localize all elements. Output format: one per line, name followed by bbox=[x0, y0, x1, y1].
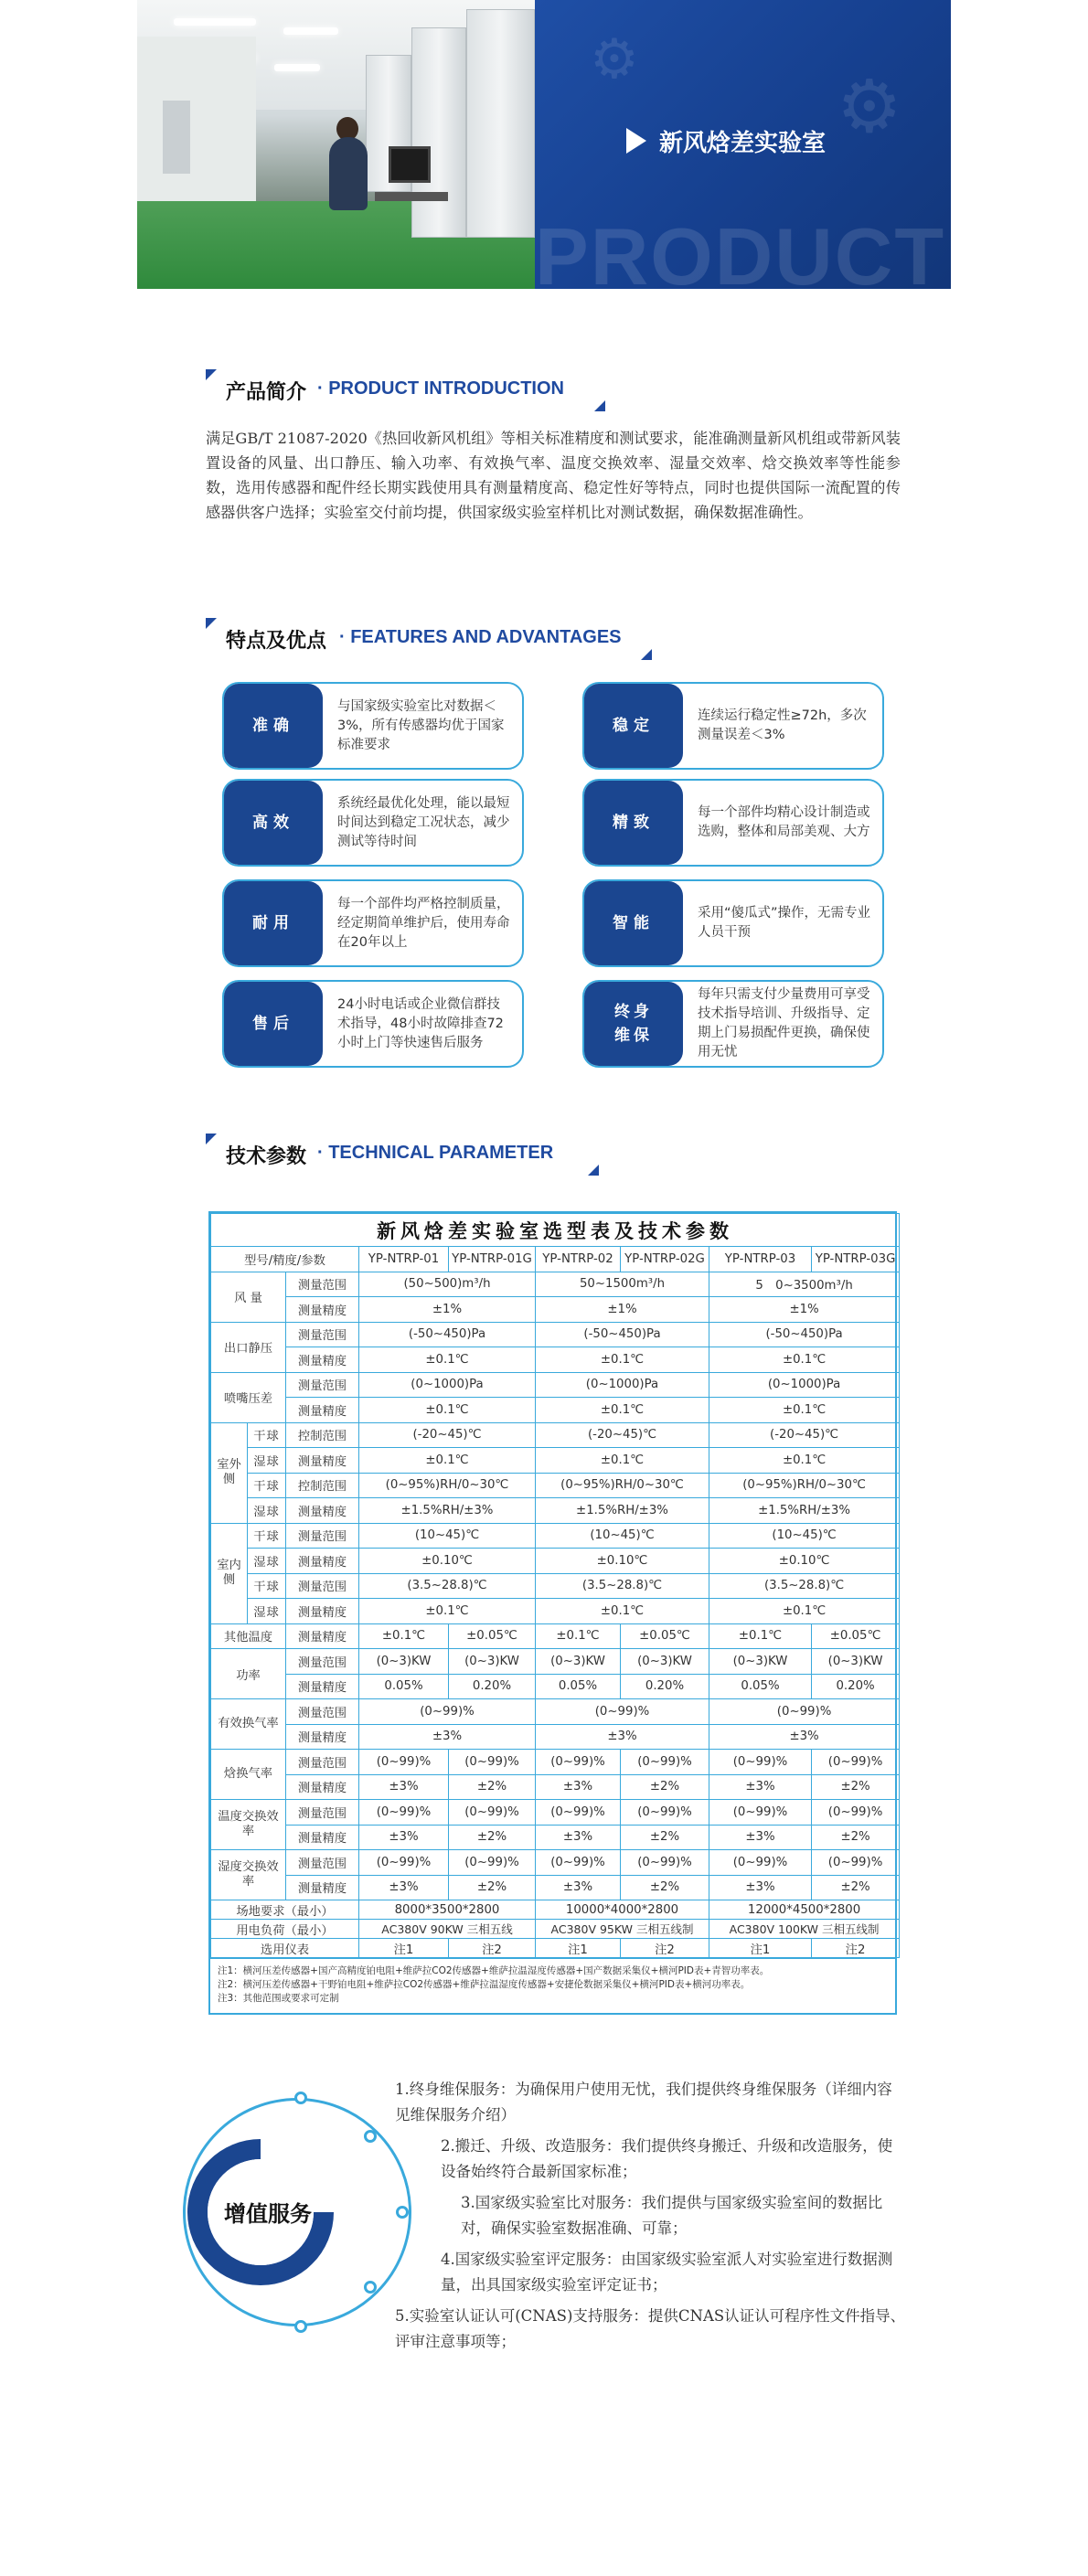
table-row bbox=[211, 1549, 900, 1574]
feature-text: 连续运行稳定性≥72h，多次测量误差＜3% bbox=[698, 708, 867, 742]
table-cell: ±2% bbox=[449, 1774, 536, 1800]
hero-banner bbox=[137, 0, 951, 289]
features-heading-en: · FEATURES AND ADVANTAGES bbox=[339, 627, 622, 647]
feature-card bbox=[222, 682, 524, 770]
table-cell: ±3% bbox=[359, 1724, 536, 1750]
param-label: 测量精度 bbox=[286, 1599, 359, 1624]
table-row bbox=[211, 1297, 900, 1323]
table-cell: ±1.5%RH/±3% bbox=[536, 1498, 709, 1524]
table-row bbox=[211, 1599, 900, 1624]
table-cell: (10~45)℃ bbox=[536, 1523, 709, 1549]
param-label: 测量范围 bbox=[286, 1372, 359, 1398]
feature-tag: 精致 bbox=[584, 781, 683, 865]
service-item: 3.国家级实验室比对服务：我们提供与国家级实验室间的数据比对，确保实验室数据准确、可靠； bbox=[461, 2194, 883, 2237]
table-cell: ±0.1℃ bbox=[709, 1347, 900, 1373]
sub-label: 湿球 bbox=[248, 1498, 286, 1524]
table-cell: ±1% bbox=[359, 1297, 536, 1323]
param-label: 测量精度 bbox=[286, 1674, 359, 1699]
table-row bbox=[211, 1422, 900, 1448]
table-cell: AC380V 90KW 三相五线 bbox=[359, 1920, 536, 1939]
table-row bbox=[211, 1448, 900, 1474]
table-cell: (0~99)% bbox=[621, 1850, 709, 1876]
feature-card bbox=[222, 879, 524, 967]
tech-heading-en: · TECHNICAL PARAMETER bbox=[317, 1143, 554, 1163]
banner-title: 新风焓差实验室 bbox=[659, 130, 827, 157]
sub-label: 干球 bbox=[248, 1523, 286, 1549]
tech-heading-cn: 技术参数 bbox=[226, 1145, 307, 1168]
row-label: 室外侧 bbox=[211, 1422, 248, 1523]
table-cell: 8000*3500*2800 bbox=[359, 1900, 536, 1920]
param-label: 测量范围 bbox=[286, 1699, 359, 1725]
table-row bbox=[211, 1774, 900, 1800]
service-item: 5.实验室认证认可(CNAS)支持服务：提供CNAS认证认可程序性文件指导、评审注意事项等； bbox=[395, 2307, 906, 2350]
table-cell: ±0.1℃ bbox=[709, 1599, 900, 1624]
table-cell: (-50~450)Pa bbox=[709, 1322, 900, 1347]
table-cell: (-20~45)℃ bbox=[359, 1422, 536, 1448]
param-label: 测量精度 bbox=[286, 1448, 359, 1474]
features-heading bbox=[206, 618, 654, 660]
table-cell: (0~99)% bbox=[536, 1699, 709, 1725]
table-cell: 0.20% bbox=[812, 1674, 900, 1699]
gear-icon: ⚙ bbox=[590, 27, 639, 91]
table-cell: ±0.10℃ bbox=[709, 1549, 900, 1574]
table-cell: ±0.1℃ bbox=[536, 1347, 709, 1373]
table-cell: ±3% bbox=[536, 1774, 621, 1800]
timeline-dot bbox=[294, 2092, 307, 2104]
table-cell: ±3% bbox=[536, 1724, 709, 1750]
table-cell: ±1.5%RH/±3% bbox=[709, 1498, 900, 1524]
table-row bbox=[211, 1939, 900, 1958]
param-label: 测量精度 bbox=[286, 1825, 359, 1850]
table-cell: (0~99)% bbox=[359, 1750, 449, 1775]
param-label: 测量范围 bbox=[286, 1272, 359, 1297]
table-cell: (0~3)KW bbox=[536, 1649, 621, 1675]
timeline-dot bbox=[364, 2281, 377, 2294]
table-row bbox=[211, 1498, 900, 1524]
table-header-label: 型号/精度/参数 bbox=[211, 1247, 359, 1272]
param-label: 测量精度 bbox=[286, 1398, 359, 1423]
table-row bbox=[211, 1272, 900, 1297]
table-cell: (0~99)% bbox=[709, 1699, 900, 1725]
table-cell: (0~99)% bbox=[359, 1850, 449, 1876]
feature-card bbox=[222, 779, 524, 867]
table-row bbox=[211, 1875, 900, 1900]
table-cell: (10~45)℃ bbox=[359, 1523, 536, 1549]
table-cell: (-20~45)℃ bbox=[536, 1422, 709, 1448]
sub-label: 干球 bbox=[248, 1573, 286, 1599]
table-row bbox=[211, 1699, 900, 1725]
table-cell: ±0.10℃ bbox=[536, 1549, 709, 1574]
table-cell: (0~99)% bbox=[536, 1750, 621, 1775]
table-cell: (0~95%)RH/0~30℃ bbox=[359, 1473, 536, 1498]
table-cell: ±0.1℃ bbox=[536, 1448, 709, 1474]
table-cell: 0.05% bbox=[709, 1674, 812, 1699]
table-cell: 0.05% bbox=[359, 1674, 449, 1699]
table-row bbox=[211, 1800, 900, 1826]
table-cell: 12000*4500*2800 bbox=[709, 1900, 900, 1920]
table-cell: ±0.1℃ bbox=[359, 1347, 536, 1373]
param-label: 测量范围 bbox=[286, 1800, 359, 1826]
row-label: 其他温度 bbox=[211, 1623, 286, 1649]
feature-tag: 稳定 bbox=[584, 684, 683, 768]
table-cell: ±0.1℃ bbox=[359, 1398, 536, 1423]
table-row bbox=[211, 1322, 900, 1347]
table-title: 新风焓差实验室选型表及技术参数 bbox=[211, 1214, 900, 1247]
table-row bbox=[211, 1398, 900, 1423]
table-row bbox=[211, 1623, 900, 1649]
table-cell: (0~3)KW bbox=[359, 1649, 449, 1675]
param-label: 测量范围 bbox=[286, 1322, 359, 1347]
sub-label: 干球 bbox=[248, 1422, 286, 1448]
lab-photo bbox=[137, 0, 535, 289]
table-row bbox=[211, 1649, 900, 1675]
table-cell: (-50~450)Pa bbox=[359, 1322, 536, 1347]
row-label: 喷嘴压差 bbox=[211, 1372, 286, 1422]
table-cell: AC380V 100KW 三相五线制 bbox=[709, 1920, 900, 1939]
table-row bbox=[211, 1724, 900, 1750]
banner-title-panel bbox=[535, 0, 951, 289]
table-cell: 0.05% bbox=[536, 1674, 621, 1699]
table-cell: (0~99)% bbox=[812, 1750, 900, 1775]
feature-text: 每一个部件均精心设计制造或选购，整体和局部美观、大方 bbox=[698, 805, 870, 839]
feature-tag: 智能 bbox=[584, 881, 683, 965]
sub-label: 湿球 bbox=[248, 1599, 286, 1624]
table-cell: ±2% bbox=[812, 1774, 900, 1800]
table-cell: ±3% bbox=[709, 1825, 812, 1850]
feature-text: 与国家级实验室比对数据＜3%，所有传感器均优于国家标准要求 bbox=[337, 698, 505, 752]
table-cell: ±1% bbox=[709, 1297, 900, 1323]
table-row bbox=[211, 1674, 900, 1699]
feature-card bbox=[582, 779, 884, 867]
table-cell: (0~3)KW bbox=[812, 1649, 900, 1675]
param-label: 测量精度 bbox=[286, 1623, 359, 1649]
note-line: 注3：其他范围或要求可定制 bbox=[218, 1993, 339, 2004]
table-cell: ±0.05℃ bbox=[812, 1623, 900, 1649]
service-item: 1.终身维保服务：为确保用户使用无忧，我们提供终身维保服务（详细内容见维保服务介绍） bbox=[395, 2081, 892, 2124]
intro-heading-cn: 产品简介 bbox=[226, 381, 307, 404]
row-label: 湿度交换效率 bbox=[211, 1850, 286, 1900]
param-label: 测量精度 bbox=[286, 1297, 359, 1323]
tech-heading bbox=[206, 1134, 599, 1176]
table-cell: (0~99)% bbox=[812, 1850, 900, 1876]
table-cell: (0~1000)Pa bbox=[536, 1372, 709, 1398]
sub-label: 湿球 bbox=[248, 1549, 286, 1574]
table-cell: (0~99)% bbox=[709, 1800, 812, 1826]
table-cell: (3.5~28.8)℃ bbox=[709, 1573, 900, 1599]
table-cell: (0~99)% bbox=[536, 1850, 621, 1876]
table-cell: ±1.5%RH/±3% bbox=[359, 1498, 536, 1524]
table-cell: ±2% bbox=[621, 1774, 709, 1800]
timeline-dot bbox=[396, 2206, 409, 2219]
sub-label: 干球 bbox=[248, 1473, 286, 1498]
table-cell: (50~500)m³/h bbox=[359, 1272, 536, 1297]
features-heading-cn: 特点及优点 bbox=[226, 630, 327, 653]
table-cell: (-20~45)℃ bbox=[709, 1422, 900, 1448]
table-row bbox=[211, 1523, 900, 1549]
table-cell: ±0.1℃ bbox=[359, 1599, 536, 1624]
table-cell: (0~1000)Pa bbox=[709, 1372, 900, 1398]
table-row bbox=[211, 1372, 900, 1398]
table-cell: ±3% bbox=[536, 1825, 621, 1850]
table-cell: (0~99)% bbox=[709, 1850, 812, 1876]
feature-text: 24小时电话或企业微信群技术指导，48小时故障排查72小时上门等快速售后服务 bbox=[337, 996, 504, 1050]
service-item: 4.国家级实验室评定服务：由国家级实验室派人对实验室进行数据测量，出具国家级实验室评定证书； bbox=[441, 2251, 893, 2294]
table-cell: (0~99)% bbox=[449, 1750, 536, 1775]
banner-watermark: PRODUCT bbox=[535, 211, 946, 289]
table-row bbox=[211, 1750, 900, 1775]
table-cell: ±0.1℃ bbox=[359, 1623, 449, 1649]
param-label: 测量范围 bbox=[286, 1649, 359, 1675]
table-cell: ±3% bbox=[359, 1825, 449, 1850]
table-cell: (10~45)℃ bbox=[709, 1523, 900, 1549]
intro-text: 满足GB/T 21087-2020《热回收新风机组》等相关标准精度和测试要求，能准确测量新风机组或带新风装置设备的风量、出口静压、输入功率、有效换气率、温度交换效率、湿量交效率、焓交换效率等性能参数，选用传感器和配件经长期实践使用具有测量精度高、稳定性好等特点，同时也提供国际一流配置的传感器供客户选择；实验室交付前均提，供国家级实验室样机比对测试数据，确保数据准确性。 bbox=[206, 430, 901, 521]
model-name: YP-NTRP-01G bbox=[449, 1247, 536, 1272]
table-row bbox=[211, 1900, 900, 1920]
param-label: 测量范围 bbox=[286, 1750, 359, 1775]
model-name: YP-NTRP-02 bbox=[536, 1247, 621, 1272]
table-cell: 注1 bbox=[536, 1939, 621, 1958]
table-cell: ±0.1℃ bbox=[709, 1623, 812, 1649]
note-line: 注2：横河压差传感器+干野铂电阻+维萨拉CO2传感器+维萨拉温湿度传感器+安捷伦数据采集仪+横河PID表+横河功率表。 bbox=[218, 1979, 751, 1990]
table-cell: ±2% bbox=[449, 1825, 536, 1850]
table-cell: 5 0~3500m³/h bbox=[709, 1272, 900, 1297]
table-cell: (0~99)% bbox=[449, 1800, 536, 1826]
table-cell: 10000*4000*2800 bbox=[536, 1900, 709, 1920]
param-label: 测量精度 bbox=[286, 1347, 359, 1373]
table-notes bbox=[210, 1958, 895, 2013]
table-cell: ±3% bbox=[359, 1774, 449, 1800]
service-item: 2.搬迁、升级、改造服务：我们提供终身搬迁、升级和改造服务，使设备始终符合最新国家标准； bbox=[441, 2137, 893, 2180]
table-cell: (0~99)% bbox=[449, 1850, 536, 1876]
row-label: 出口静压 bbox=[211, 1322, 286, 1372]
table-cell: ±3% bbox=[709, 1875, 812, 1900]
table-cell: (0~99)% bbox=[621, 1800, 709, 1826]
param-label: 测量精度 bbox=[286, 1774, 359, 1800]
row-label: 有效换气率 bbox=[211, 1699, 286, 1750]
table-row bbox=[211, 1850, 900, 1876]
feature-tag: 售后 bbox=[224, 982, 323, 1066]
table-cell: ±3% bbox=[709, 1774, 812, 1800]
feature-card bbox=[582, 682, 884, 770]
table-cell: (-50~450)Pa bbox=[536, 1322, 709, 1347]
table-row bbox=[211, 1347, 900, 1373]
table-cell: (0~99)% bbox=[709, 1750, 812, 1775]
table-cell: ±3% bbox=[359, 1875, 449, 1900]
table-cell: 注2 bbox=[449, 1939, 536, 1958]
feature-tag: 耐用 bbox=[224, 881, 323, 965]
table-cell: 注1 bbox=[359, 1939, 449, 1958]
feature-card bbox=[582, 879, 884, 967]
table-cell: (0~99)% bbox=[359, 1699, 536, 1725]
table-cell: ±0.1℃ bbox=[536, 1623, 621, 1649]
table-cell: ±3% bbox=[709, 1724, 900, 1750]
table-cell: (3.5~28.8)℃ bbox=[359, 1573, 536, 1599]
model-name: YP-NTRP-03 bbox=[709, 1247, 812, 1272]
table-cell: AC380V 95KW 三相五线制 bbox=[536, 1920, 709, 1939]
table-cell: (0~95%)RH/0~30℃ bbox=[536, 1473, 709, 1498]
table-cell: 注2 bbox=[621, 1939, 709, 1958]
sub-label: 湿球 bbox=[248, 1448, 286, 1474]
table-cell: (0~99)% bbox=[812, 1800, 900, 1826]
table-cell: (0~95%)RH/0~30℃ bbox=[709, 1473, 900, 1498]
param-label: 测量范围 bbox=[286, 1523, 359, 1549]
table-cell: (0~3)KW bbox=[709, 1649, 812, 1675]
feature-tag: 高效 bbox=[224, 781, 323, 865]
table-cell: ±2% bbox=[449, 1875, 536, 1900]
row-label: 焓换气率 bbox=[211, 1750, 286, 1800]
table-cell: ±0.1℃ bbox=[536, 1398, 709, 1423]
table-cell: 0.20% bbox=[449, 1674, 536, 1699]
timeline-dot bbox=[364, 2130, 377, 2143]
param-label: 测量范围 bbox=[286, 1573, 359, 1599]
row-label: 选用仪表 bbox=[211, 1939, 359, 1958]
model-name: YP-NTRP-01 bbox=[359, 1247, 449, 1272]
table-cell: (0~99)% bbox=[621, 1750, 709, 1775]
row-label: 温度交换效率 bbox=[211, 1800, 286, 1850]
table-row bbox=[211, 1920, 900, 1939]
table-cell: (0~3)KW bbox=[449, 1649, 536, 1675]
play-arrow-icon bbox=[626, 128, 646, 154]
note-line: 注1：横河压差传感器+国产高精度铂电阻+维萨拉CO2传感器+维萨拉温湿度传感器+国产数据采集仪+横河PID表+青智功率表。 bbox=[218, 1965, 770, 1976]
table-cell: 0.20% bbox=[621, 1674, 709, 1699]
services-title: 增值服务 bbox=[224, 2201, 312, 2227]
intro-heading-en: · PRODUCT INTRODUCTION bbox=[317, 378, 564, 399]
table-cell: (3.5~28.8)℃ bbox=[536, 1573, 709, 1599]
table-cell: 注2 bbox=[812, 1939, 900, 1958]
table-cell: 50~1500m³/h bbox=[536, 1272, 709, 1297]
model-name: YP-NTRP-03G bbox=[812, 1247, 900, 1272]
timeline-dot bbox=[294, 2320, 307, 2333]
feature-card bbox=[222, 980, 524, 1068]
table-cell: ±0.1℃ bbox=[709, 1398, 900, 1423]
row-label: 风 量 bbox=[211, 1272, 286, 1322]
table-cell: ±0.1℃ bbox=[709, 1448, 900, 1474]
feature-text: 每一个部件均严格控制质量，经定期简单维护后，使用寿命在20年以上 bbox=[337, 896, 510, 950]
param-label: 测量范围 bbox=[286, 1850, 359, 1876]
row-label: 用电负荷（最小） bbox=[211, 1920, 359, 1939]
table-cell: (0~3)KW bbox=[621, 1649, 709, 1675]
table-row bbox=[211, 1473, 900, 1498]
row-label: 场地要求（最小） bbox=[211, 1900, 359, 1920]
feature-text: 系统经最优化处理，能以最短时间达到稳定工况状态，减少测试等待时间 bbox=[337, 795, 510, 849]
table-cell: ±0.1℃ bbox=[536, 1599, 709, 1624]
param-label: 测量精度 bbox=[286, 1875, 359, 1900]
intro-heading bbox=[206, 369, 608, 411]
table-cell: ±1% bbox=[536, 1297, 709, 1323]
table-cell: ±2% bbox=[812, 1875, 900, 1900]
table-cell: ±0.1℃ bbox=[359, 1448, 536, 1474]
model-name: YP-NTRP-02G bbox=[621, 1247, 709, 1272]
table-cell: (0~1000)Pa bbox=[359, 1372, 536, 1398]
feature-text: 每年只需支付少量费用可享受技术指导培训、升级指导、定期上门易损配件更换，确保使用无忧 bbox=[698, 987, 870, 1059]
table-row bbox=[211, 1573, 900, 1599]
feature-tag: 终身维保 bbox=[584, 982, 683, 1066]
parameter-table bbox=[208, 1211, 897, 2015]
table-cell: ±0.10℃ bbox=[359, 1549, 536, 1574]
table-cell: (0~99)% bbox=[359, 1800, 449, 1826]
table-cell: (0~99)% bbox=[536, 1800, 621, 1826]
table-cell: ±0.05℃ bbox=[621, 1623, 709, 1649]
table-cell: ±2% bbox=[621, 1875, 709, 1900]
table-row bbox=[211, 1825, 900, 1850]
param-label: 控制范围 bbox=[286, 1473, 359, 1498]
table-header-row bbox=[211, 1247, 900, 1272]
gear-icon: ⚙ bbox=[837, 64, 902, 149]
feature-tag: 准确 bbox=[224, 684, 323, 768]
table-cell: ±3% bbox=[536, 1875, 621, 1900]
feature-card bbox=[582, 980, 884, 1068]
table-cell: ±0.05℃ bbox=[449, 1623, 536, 1649]
table-cell: 注1 bbox=[709, 1939, 812, 1958]
param-label: 测量精度 bbox=[286, 1549, 359, 1574]
param-label: 测量精度 bbox=[286, 1498, 359, 1524]
param-label: 控制范围 bbox=[286, 1422, 359, 1448]
row-label: 功率 bbox=[211, 1649, 286, 1699]
row-label: 室内侧 bbox=[211, 1523, 248, 1623]
table-cell: ±2% bbox=[621, 1825, 709, 1850]
table-cell: ±2% bbox=[812, 1825, 900, 1850]
param-label: 测量精度 bbox=[286, 1724, 359, 1750]
feature-text: 采用“傻瓜式”操作，无需专业人员干预 bbox=[698, 906, 871, 940]
